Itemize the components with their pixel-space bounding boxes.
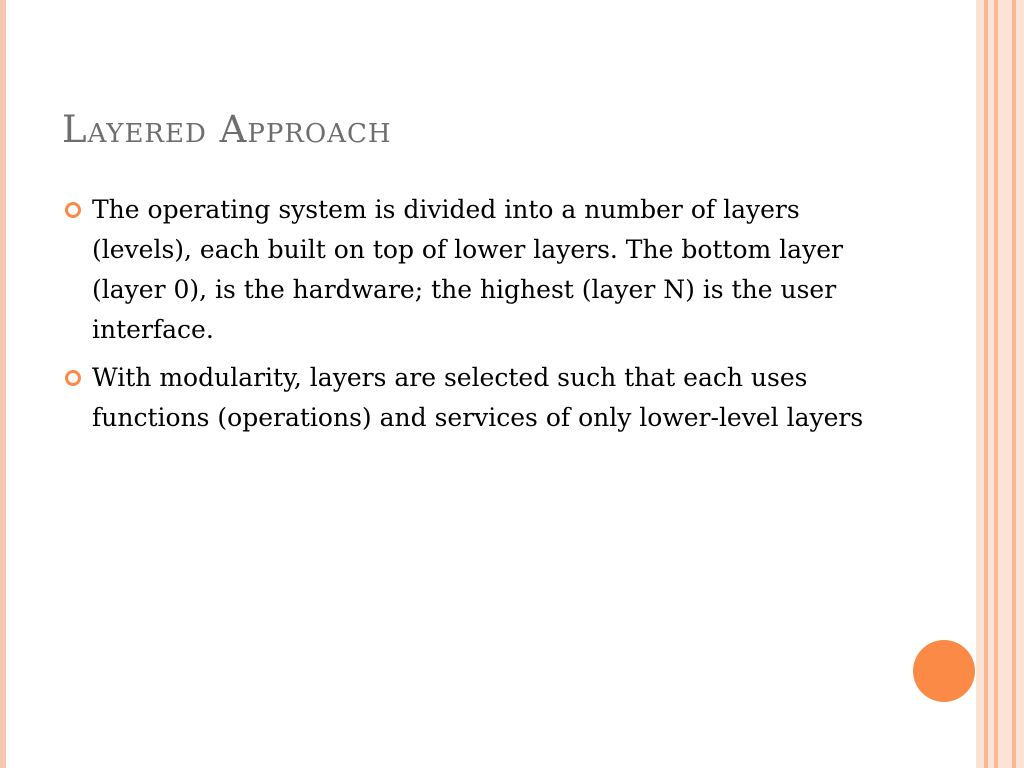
left-border-stripe [0, 0, 6, 768]
right-border-stripe [976, 0, 984, 768]
bullet-text: With modularity, layers are selected such that each uses functions (operations) and services of only lower-level layers [92, 363, 864, 432]
ring-bullet-icon [65, 202, 81, 218]
decorative-circle [913, 640, 975, 702]
bullet-list [62, 190, 882, 446]
right-border-stripe [998, 0, 1012, 768]
bullet-item [62, 190, 882, 350]
ring-bullet-icon [65, 370, 81, 386]
bullet-item [62, 358, 882, 438]
slide-title: Layered Approach [62, 108, 392, 151]
bullet-text: The operating system is divided into a number of layers (levels), each built on top of lower layers. The bottom layer (layer 0), is the hardware; the highest (layer N) is the user interface. [92, 195, 843, 344]
right-border-stripe [1016, 0, 1024, 768]
